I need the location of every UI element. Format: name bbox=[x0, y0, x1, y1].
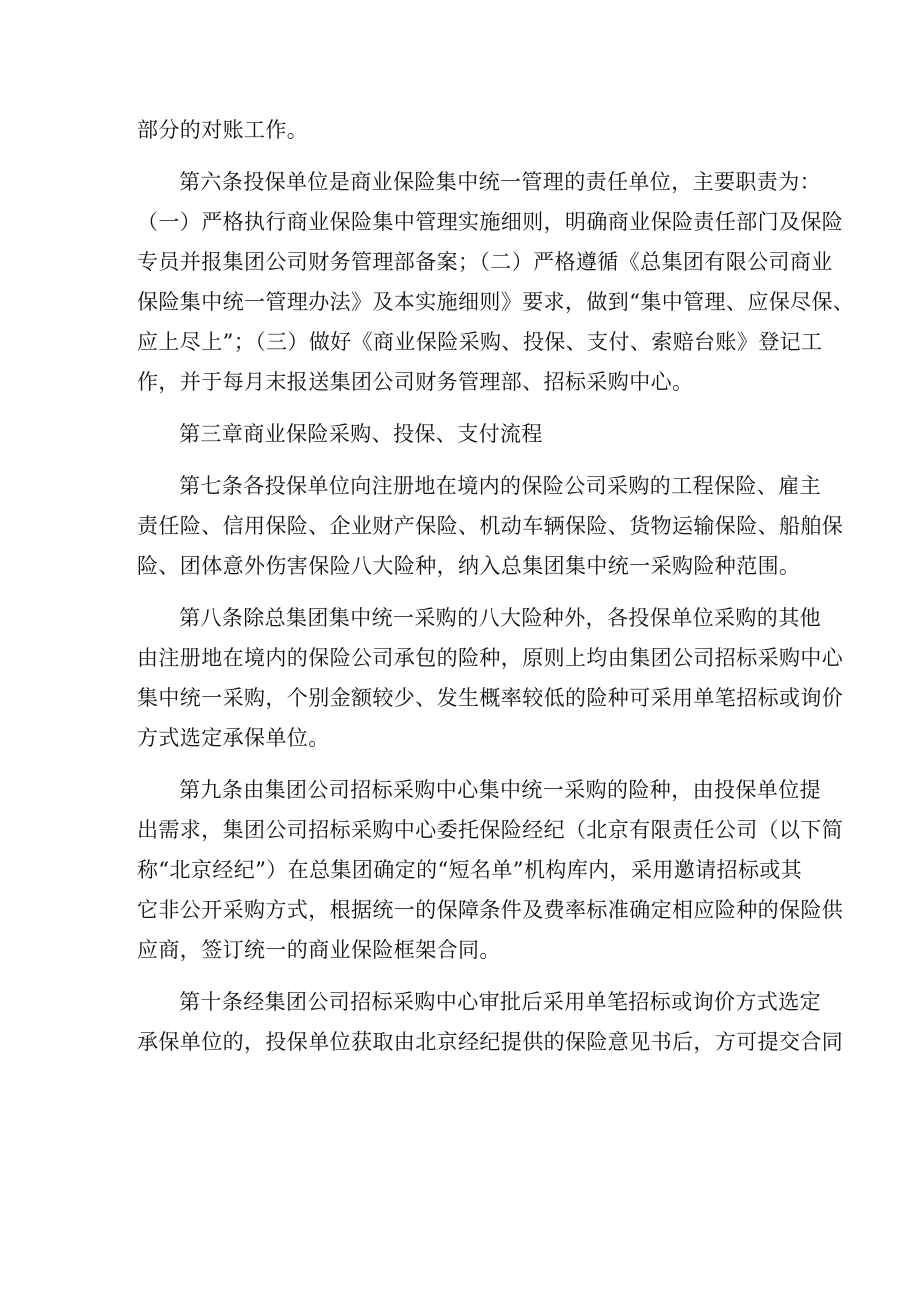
paragraph bbox=[137, 770, 844, 970]
text-line: 保险集中统一管理办法》及本实施细则》要求，做到“集中管理、应保尽保、 bbox=[137, 290, 855, 314]
text-line: 专员并报集团公司财务管理部备案；（二）严格遵循《总集团有限公司商业 bbox=[137, 250, 833, 274]
text-line: 第八条除总集团集中统一采购的八大险种外，各投保单位采购的其他 bbox=[179, 606, 821, 630]
text-line: 第六条投保单位是商业保险集中统一管理的责任单位，主要职责为： bbox=[179, 170, 821, 194]
text-line: 作，并于每月末报送集团公司财务管理部、招标采购中心。 bbox=[137, 370, 694, 394]
text-line: 方式选定承保单位。 bbox=[137, 726, 330, 750]
text-line: 称“北京经纪”）在总集团确定的“短名单”机构库内，采用邀请招标或其 bbox=[137, 858, 803, 882]
text-line: （一）严格执行商业保险集中管理实施细则，明确商业保险责任部门及保险 bbox=[137, 210, 844, 234]
paragraph bbox=[137, 162, 855, 402]
paragraph bbox=[137, 982, 844, 1062]
text-line: 第三章商业保险采购、投保、支付流程 bbox=[179, 422, 543, 446]
text-line: 应上尽上”；（三）做好《商业保险采购、投保、支付、索赔台账》登记工 bbox=[137, 330, 823, 354]
text-line: 它非公开采购方式，根据统一的保障条件及费率标准确定相应险种的保险供 bbox=[137, 898, 844, 922]
text-line: 第十条经集团公司招标采购中心审批后采用单笔招标或询价方式选定 bbox=[179, 990, 821, 1014]
text-line: 第七条各投保单位向注册地在境内的保险公司采购的工程保险、雇主 bbox=[179, 474, 821, 498]
text-line: 第九条由集团公司招标采购中心集中统一采购的险种，由投保单位提 bbox=[179, 778, 821, 802]
text-line: 险、团体意外伤害保险八大险种，纳入总集团集中统一采购险种范围。 bbox=[137, 554, 801, 578]
chapter-heading bbox=[137, 414, 793, 454]
text-line: 责任险、信用保险、企业财产保险、机动车辆保险、货物运输保险、船舶保 bbox=[137, 514, 844, 538]
document-body bbox=[137, 110, 855, 1062]
text-line: 承保单位的，投保单位获取由北京经纪提供的保险意见书后，方可提交合同 bbox=[137, 1030, 844, 1054]
text-line: 集中统一采购，个别金额较少、发生概率较低的险种可采用单笔招标或询价 bbox=[137, 686, 844, 710]
paragraph bbox=[137, 466, 844, 586]
paragraph bbox=[137, 110, 793, 150]
text-line: 出需求，集团公司招标采购中心委托保险经纪（北京有限责任公司（以下简 bbox=[137, 818, 844, 842]
text-line: 部分的对账工作。 bbox=[137, 118, 309, 142]
paragraph bbox=[137, 598, 844, 758]
text-line: 由注册地在境内的保险公司承包的险种，原则上均由集团公司招标采购中心 bbox=[137, 646, 844, 670]
text-line: 应商，签订统一的商业保险框架合同。 bbox=[137, 938, 501, 962]
